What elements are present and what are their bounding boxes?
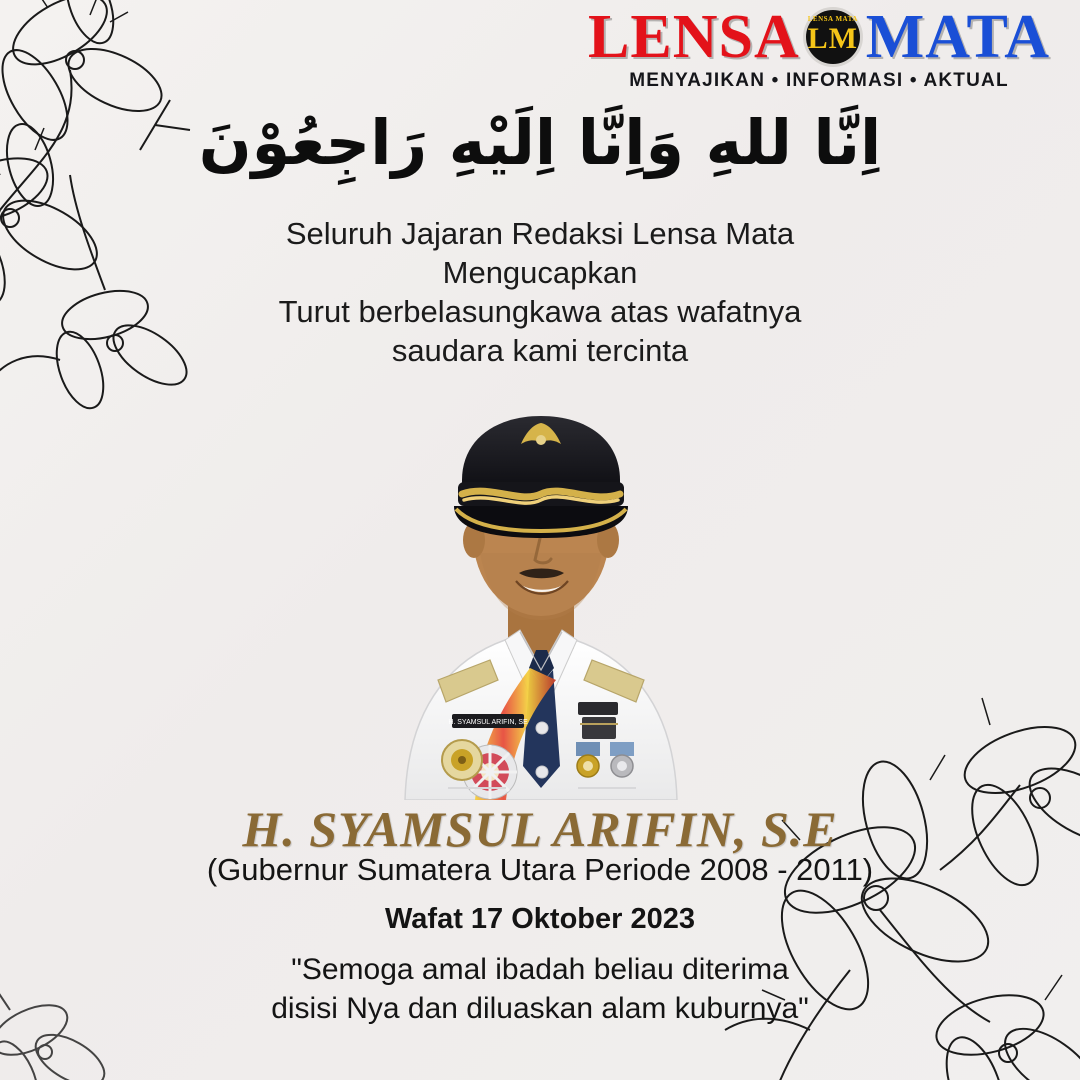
logo-badge-initials: LM [807, 22, 858, 55]
logo-tagline: MENYAJIKAN • INFORMASI • AKTUAL [629, 70, 1009, 91]
deceased-name: H. SYAMSUL ARIFIN, S.E [242, 801, 838, 857]
logo-word-right: MATA [865, 3, 1050, 71]
prayer-line-1: "Semoga amal ibadah beliau diterima [291, 953, 789, 986]
brand-logo [584, 3, 1054, 92]
arabic-inna-lillahi-text: اِنَّا للهِ وَاِنَّا اِلَيْهِ رَاجِعُوْنَ [198, 106, 882, 179]
logo-wordmark [584, 3, 1054, 71]
condolence-line-2: Mengucapkan [442, 255, 638, 291]
logo-badge-mini-text: LENSA MATA [807, 15, 858, 23]
condolence-line-1: Seluruh Jajaran Redaksi Lensa Mata [285, 216, 795, 251]
death-date: Wafat 17 Oktober 2023 [385, 903, 695, 935]
condolence-line-3: Turut berbelasungkawa atas wafatnya [278, 294, 802, 330]
prayer-message [0, 950, 1080, 1028]
logo-word-left: LENSA [588, 3, 800, 71]
logo-badge-icon [806, 10, 860, 64]
uniform-nameplate-text: H. SYAMSUL ARIFIN, SE [448, 719, 528, 726]
deceased-position: (Gubernur Sumatera Utara Periode 2008 - 2011) [206, 852, 874, 887]
condolence-message [0, 214, 1080, 370]
prayer-line-2: disisi Nya dan diluaskan alam kuburnya" [271, 992, 809, 1025]
portrait-photo [330, 368, 750, 800]
condolence-line-4: saudara kami tercinta [391, 333, 689, 369]
